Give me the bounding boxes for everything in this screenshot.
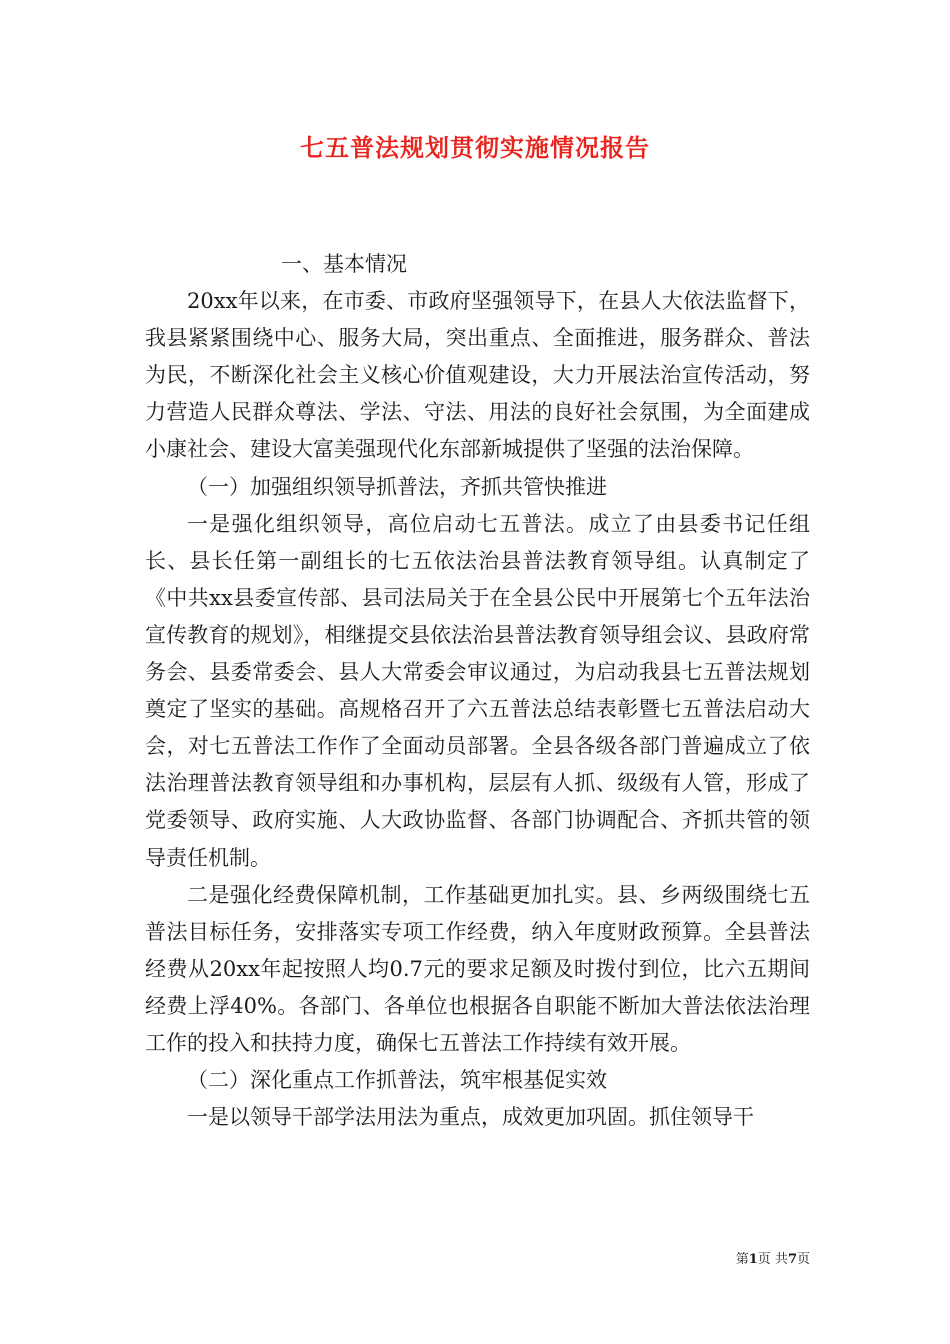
footer-prefix: 第: [735, 1252, 749, 1267]
paragraph-leading-cadres: 一是以领导干部学法用法为重点，成效更加巩固。抓住领导干: [187, 1105, 754, 1130]
document-body: [145, 246, 810, 1136]
paragraph-overview: 20xx年以来，在市委、市政府坚强领导下，在县人大依法监督下，我县紧紧围绕中心、服务大局，突出重点、全面推进，服务群众、普法为民，不断深化社会主义核心价值观建设，大力开展法治宣传活动，努力营造人民群众尊法、学法、守法、用法的良好社会氛围，为全面建成小康社会、建设大富美强现代化东部新城提供了坚强的法治保障。: [145, 289, 810, 462]
subsection-heading-organization: （一）加强组织领导抓普法，齐抓共管快推进: [187, 474, 607, 499]
paragraph-organization-leadership: 一是强化组织领导，高位启动七五普法。成立了由县委书记任组长、县长任第一副组长的七五依法治县普法教育领导组。认真制定了《中共xx县委宣传部、县司法局关于在全县公民中开展第七个五年法治宣传教育的规划》，相继提交县依法治县普法教育领导组会议、县政府常务会、县委常委会、县人大常委会审议通过，为启动我县七五普法规划奠定了坚实的基础。高规格召开了六五普法总结表彰暨七五普法启动大会，对七五普法工作作了全面动员部署。全县各级各部门普遍成立了依法治理普法教育领导组和办事机构，层层有人抓、级级有人管，形成了党委领导、政府实施、人大政协监督、各部门协调配合、齐抓共管的领导责任机制。: [145, 511, 810, 870]
subsection-heading-key-work: （二）深化重点工作抓普法，筑牢根基促实效: [187, 1068, 607, 1093]
footer-suffix: 页: [796, 1252, 810, 1267]
current-page-number: 1: [748, 1252, 758, 1267]
page-title: 七五普法规划贯彻实施情况报告: [300, 133, 650, 162]
footer-middle: 页 共: [757, 1252, 788, 1267]
page-footer: [640, 1250, 810, 1270]
paragraph-funding-guarantee: 二是强化经费保障机制，工作基础更加扎实。县、乡两级围绕七五普法目标任务，安排落实专项工作经费，纳入年度财政预算。全县普法经费从20xx年起按照人均0.7元的要求足额及时拨付到位，比六五期间经费上浮40%。各部门、各单位也根据各自职能不断加大普法依法治理工作的投入和扶持力度，确保七五普法工作持续有效开展。: [145, 882, 810, 1055]
total-pages-number: 7: [787, 1252, 797, 1267]
section-heading-basic-situation: 一、基本情况: [281, 252, 407, 276]
